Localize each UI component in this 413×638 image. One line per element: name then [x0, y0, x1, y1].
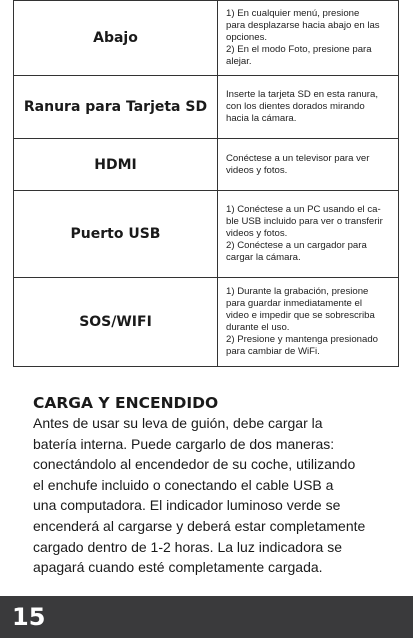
table-row [14, 76, 399, 139]
body-line: Antes de usar su leva de guión, debe cargar la [33, 415, 323, 431]
body-line: el enchufe incluido o conectando el cable USB a [33, 476, 334, 493]
charging-section [33, 393, 383, 578]
description-text: 1) Conéctese a un PC usando el ca- ble USB incluido para ver o transferir videos y fotos. 2) Conéctese a un cargador para cargar la cámara. [226, 204, 383, 263]
section-title: CARGA Y ENCENDIDO [33, 394, 219, 412]
feature-table [13, 0, 399, 367]
description-text: Conéctese a un televisor para ver videos y fotos. [226, 152, 370, 176]
feature-name: SOS/WIFI [14, 278, 218, 367]
description-text: 1) En cualquier menú, presione para desplazarse hacia abajo en las opciones. 2) En el modo Foto, presione para alejar. [226, 8, 380, 67]
feature-name: HDMI [14, 139, 218, 191]
table-row [14, 139, 399, 191]
body-line: una computadora. El indicador luminoso verde se [33, 497, 341, 514]
feature-description [218, 1, 399, 76]
page-number: 15 [12, 603, 46, 631]
feature-description [218, 191, 399, 278]
table-row [14, 278, 399, 367]
feature-description [218, 76, 399, 139]
feature-name: Ranura para Tarjeta SD [14, 76, 218, 139]
table-row [14, 1, 399, 76]
section-body [33, 413, 383, 578]
body-line: apagará cuando esté completamente cargada. [33, 559, 323, 576]
feature-description [218, 278, 399, 367]
description-text: Inserte la tarjeta SD en esta ranura, con los dientes dorados mirando hacia la cámara. [226, 89, 378, 124]
description-text: 1) Durante la grabación, presione para guardar inmediatamente el video e impedir que se sobrescriba durante el uso. 2) Presione y mantenga presionado para cambiar de WiFi. [226, 286, 378, 357]
body-line: encenderá al cargarse y deberá estar completamente [33, 517, 366, 534]
table-row [14, 191, 399, 278]
feature-name: Abajo [14, 1, 218, 76]
feature-name: Puerto USB [14, 191, 218, 278]
page-footer [0, 596, 413, 638]
feature-description [218, 139, 399, 191]
body-line: conectándolo al encendedor de su coche, utilizando [33, 456, 356, 473]
body-line: cargado dentro de 1-2 horas. La luz indicadora se [33, 538, 342, 555]
body-line: batería interna. Puede cargarlo de dos maneras: [33, 435, 335, 452]
